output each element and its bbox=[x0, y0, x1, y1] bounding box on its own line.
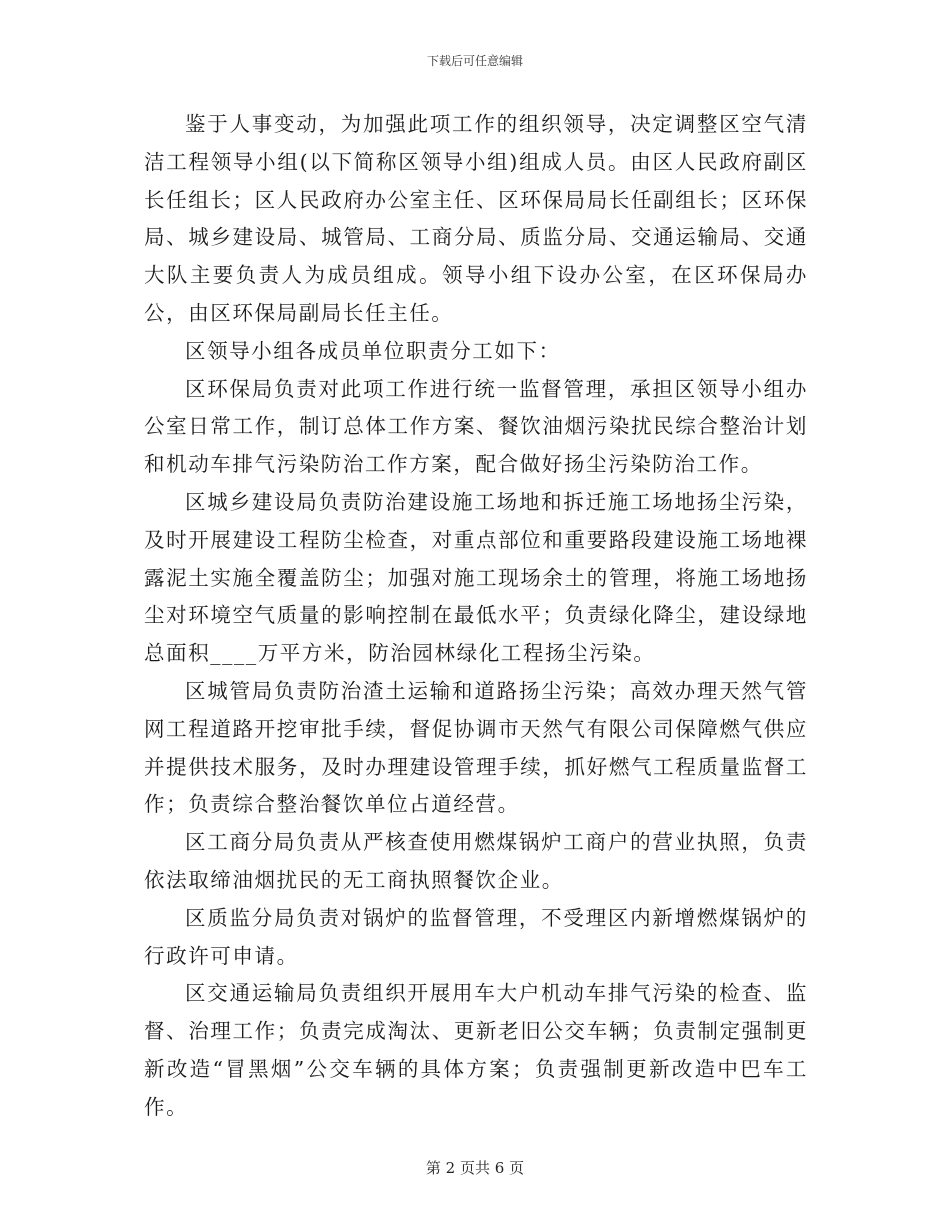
paragraph-transport-bureau: 区交通运输局负责组织开展用车大户机动车排气污染的检查、监督、治理工作；负责完成淘汰、更新老旧公交车辆；负责制定强制更新改造“冒黑烟”公交车辆的具体方案；负责强制更新改造中巴车工作。 bbox=[144, 981, 808, 1119]
paragraph-urban-management: 区城管局负责防治渣土运输和道路扬尘污染；高效办理天然气管网工程道路开挖审批手续，督促协调市天然气有限公司保障燃气供应并提供技术服务，及时办理建设管理手续，抓好燃气工程质量监督工作；负责综合整治餐饮单位占道经营。 bbox=[144, 678, 808, 817]
paragraph-quality-branch: 区质监分局负责对锅炉的监督管理，不受理区内新增燃煤锅炉的行政许可申请。 bbox=[144, 905, 808, 968]
document-body bbox=[144, 106, 808, 1127]
paragraph-duties-intro: 区领导小组各成员单位职责分工如下： bbox=[185, 338, 561, 363]
paragraph-env-bureau: 区环保局负责对此项工作进行统一监督管理，承担区领导小组办公室日常工作，制订总体工作方案、餐饮油烟污染扰民综合整治计划和机动车排气污染防治工作方案，配合做好扬尘污染防治工作。 bbox=[144, 376, 808, 477]
paragraph-construction-bureau: 区城乡建设局负责防治建设施工场地和拆迁施工场地扬尘污染，及时开展建设工程防尘检查，对重点部位和重要路段建设施工场地裸露泥土实施全覆盖防尘；加强对施工现场余土的管理，将施工场地扬尘对环境空气质量的影响控制在最低水平；负责绿化降尘，建设绿地总面积____万平方米，防治园林绿化工程扬尘污染。 bbox=[144, 489, 808, 666]
page-header: 下载后可任意编辑 bbox=[426, 54, 523, 68]
paragraph-commerce-branch: 区工商分局负责从严核查使用燃煤锅炉工商户的营业执照，负责依法取缔油烟扰民的无工商执照餐饮企业。 bbox=[144, 830, 808, 892]
page-number-footer: 第 2 页共 6 页 bbox=[425, 1159, 525, 1177]
paragraph-leadership-adjustment: 鉴于人事变动，为加强此项工作的组织领导，决定调整区空气清洁工程领导小组(以下简称区领导小组)组成人员。由区人民政府副区长任组长；区人民政府办公室主任、区环保局局长任副组长；区环保局、城乡建设局、城管局、工商分局、质监分局、交通运输局、交通大队主要负责人为成员组成。领导小组下设办公室，在区环保局办公，由区环保局副局长任主任。 bbox=[144, 112, 808, 325]
